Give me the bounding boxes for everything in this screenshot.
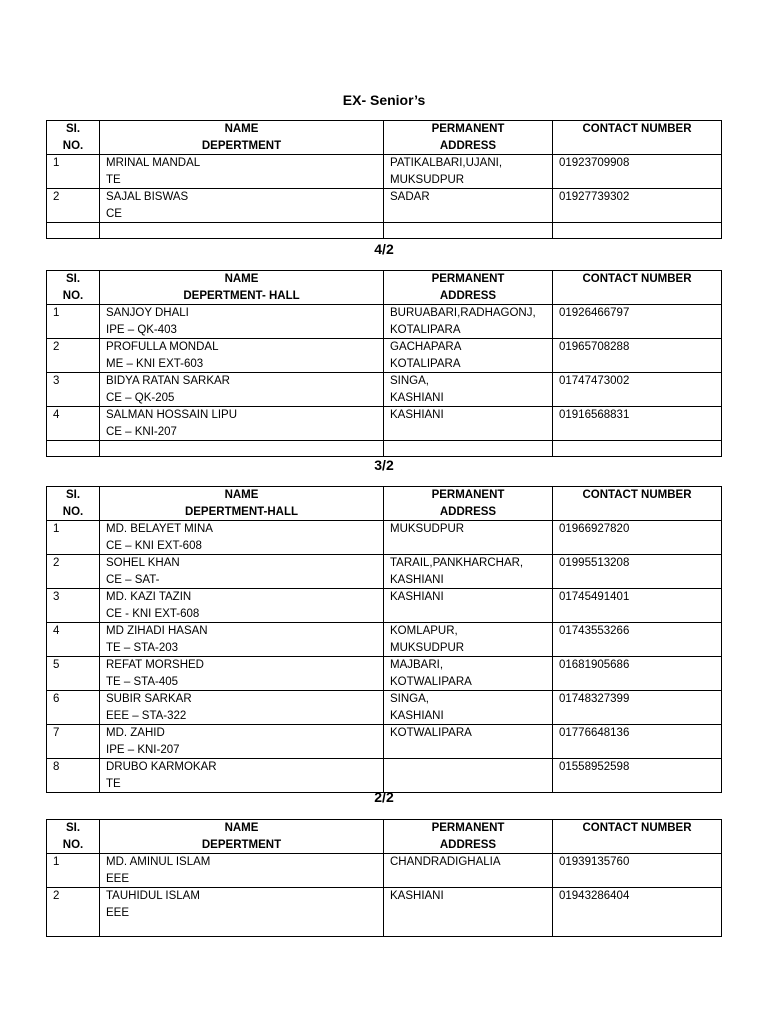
table-row bbox=[47, 623, 722, 657]
name-cell: SALMAN HOSSAIN LIPU CE – KNI-207 bbox=[100, 407, 384, 441]
contact-cell: 01939135760 bbox=[553, 854, 722, 888]
sl-header: SI. NO. bbox=[47, 271, 100, 305]
contact-cell: 01776648136 bbox=[553, 725, 722, 759]
table-row bbox=[47, 155, 722, 189]
ex-seniors-table bbox=[46, 120, 722, 239]
name-cell: MD. AMINUL ISLAM EEE bbox=[100, 854, 384, 888]
address-cell: KASHIANI bbox=[384, 407, 553, 441]
table-row bbox=[47, 759, 722, 793]
sl-cell: 7 bbox=[47, 725, 100, 759]
name-cell: BIDYA RATAN SARKAR CE – QK-205 bbox=[100, 373, 384, 407]
table-row bbox=[47, 407, 722, 441]
sl-cell: 1 bbox=[47, 854, 100, 888]
address-cell: KASHIANI bbox=[384, 589, 553, 623]
table-header-row bbox=[47, 271, 722, 305]
sl-cell: 2 bbox=[47, 555, 100, 589]
address-cell: SADAR bbox=[384, 189, 553, 223]
contact-cell: 01965708288 bbox=[553, 339, 722, 373]
contact-cell: 01748327399 bbox=[553, 691, 722, 725]
table-row bbox=[47, 305, 722, 339]
address-header: PERMANENT ADDRESS bbox=[384, 820, 553, 854]
address-cell: GACHAPARA KOTALIPARA bbox=[384, 339, 553, 373]
table-row bbox=[47, 725, 722, 759]
address-header: PERMANENT ADDRESS bbox=[384, 487, 553, 521]
name-cell: MD. ZAHID IPE – KNI-207 bbox=[100, 725, 384, 759]
sl-cell: 3 bbox=[47, 373, 100, 407]
table-row bbox=[47, 888, 722, 937]
sl-cell: 2 bbox=[47, 888, 100, 937]
name-cell: SUBIR SARKAR EEE – STA-322 bbox=[100, 691, 384, 725]
name-cell: SAJAL BISWAS CE bbox=[100, 189, 384, 223]
section-title: 2/2 bbox=[374, 789, 394, 805]
address-header: PERMANENT ADDRESS bbox=[384, 271, 553, 305]
name-cell: PROFULLA MONDAL ME – KNI EXT-603 bbox=[100, 339, 384, 373]
name-cell: MRINAL MANDAL TE bbox=[100, 155, 384, 189]
contact-header: CONTACT NUMBER bbox=[553, 820, 722, 854]
batch-3-2-table bbox=[46, 486, 722, 793]
sl-header: SI. NO. bbox=[47, 820, 100, 854]
table-row bbox=[47, 691, 722, 725]
section-title: 4/2 bbox=[374, 241, 394, 257]
contact-cell: 01747473002 bbox=[553, 373, 722, 407]
sl-header: SI. NO. bbox=[47, 487, 100, 521]
address-cell: SINGA, KASHIANI bbox=[384, 373, 553, 407]
name-header: NAME DEPERTMENT bbox=[100, 820, 384, 854]
address-cell: MAJBARI, KOTWALIPARA bbox=[384, 657, 553, 691]
sl-cell: 6 bbox=[47, 691, 100, 725]
name-cell: MD. BELAYET MINA CE – KNI EXT-608 bbox=[100, 521, 384, 555]
contact-cell: 01926466797 bbox=[553, 305, 722, 339]
contact-header: CONTACT NUMBER bbox=[553, 271, 722, 305]
address-cell: SINGA, KASHIANI bbox=[384, 691, 553, 725]
contact-cell: 01743553266 bbox=[553, 623, 722, 657]
address-cell: CHANDRADIGHALIA bbox=[384, 854, 553, 888]
sl-cell: 1 bbox=[47, 521, 100, 555]
table-row bbox=[47, 373, 722, 407]
name-cell: MD. KAZI TAZIN CE - KNI EXT-608 bbox=[100, 589, 384, 623]
table-row bbox=[47, 589, 722, 623]
address-cell: PATIKALBARI,UJANI, MUKSUDPUR bbox=[384, 155, 553, 189]
contact-cell: 01558952598 bbox=[553, 759, 722, 793]
name-cell: MD ZIHADI HASAN TE – STA-203 bbox=[100, 623, 384, 657]
name-cell: TAUHIDUL ISLAM EEE bbox=[100, 888, 384, 937]
sl-cell: 3 bbox=[47, 589, 100, 623]
sl-cell: 1 bbox=[47, 155, 100, 189]
table-header-row bbox=[47, 820, 722, 854]
name-header: NAME DEPERTMENT bbox=[100, 121, 384, 155]
address-cell: KOMLAPUR, MUKSUDPUR bbox=[384, 623, 553, 657]
table-row bbox=[47, 521, 722, 555]
section-title: 3/2 bbox=[374, 457, 394, 473]
address-cell: KOTWALIPARA bbox=[384, 725, 553, 759]
sl-cell: 1 bbox=[47, 305, 100, 339]
section-title: EX- Senior’s bbox=[342, 92, 426, 108]
name-header: NAME DEPERTMENT-HALL bbox=[100, 487, 384, 521]
empty-row bbox=[47, 441, 722, 457]
table-row bbox=[47, 339, 722, 373]
name-cell: REFAT MORSHED TE – STA-405 bbox=[100, 657, 384, 691]
contact-cell: 01927739302 bbox=[553, 189, 722, 223]
table-row bbox=[47, 555, 722, 589]
contact-cell: 01995513208 bbox=[553, 555, 722, 589]
address-cell: BURUABARI,RADHAGONJ, KOTALIPARA bbox=[384, 305, 553, 339]
name-header: NAME DEPERTMENT- HALL bbox=[100, 271, 384, 305]
contact-cell: 01943286404 bbox=[553, 888, 722, 937]
name-cell: SOHEL KHAN CE – SAT- bbox=[100, 555, 384, 589]
contact-cell: 01966927820 bbox=[553, 521, 722, 555]
sl-cell: 4 bbox=[47, 407, 100, 441]
batch-2-2-table bbox=[46, 819, 722, 937]
table-header-row bbox=[47, 121, 722, 155]
address-cell: KASHIANI bbox=[384, 888, 553, 937]
batch-4-2-table bbox=[46, 270, 722, 457]
contact-cell: 01923709908 bbox=[553, 155, 722, 189]
table-row bbox=[47, 854, 722, 888]
empty-row bbox=[47, 223, 722, 239]
contact-header: CONTACT NUMBER bbox=[553, 121, 722, 155]
name-cell: DRUBO KARMOKAR TE bbox=[100, 759, 384, 793]
contact-header: CONTACT NUMBER bbox=[553, 487, 722, 521]
sl-cell: 8 bbox=[47, 759, 100, 793]
contact-cell: 01916568831 bbox=[553, 407, 722, 441]
table-row bbox=[47, 657, 722, 691]
address-cell bbox=[384, 759, 553, 793]
sl-header: SI. NO. bbox=[47, 121, 100, 155]
sl-cell: 4 bbox=[47, 623, 100, 657]
sl-cell: 5 bbox=[47, 657, 100, 691]
sl-cell: 2 bbox=[47, 189, 100, 223]
name-cell: SANJOY DHALI IPE – QK-403 bbox=[100, 305, 384, 339]
address-cell: MUKSUDPUR bbox=[384, 521, 553, 555]
contact-cell: 01745491401 bbox=[553, 589, 722, 623]
sl-cell: 2 bbox=[47, 339, 100, 373]
address-header: PERMANENT ADDRESS bbox=[384, 121, 553, 155]
table-header-row bbox=[47, 487, 722, 521]
contact-cell: 01681905686 bbox=[553, 657, 722, 691]
table-row bbox=[47, 189, 722, 223]
address-cell: TARAIL,PANKHARCHAR, KASHIANI bbox=[384, 555, 553, 589]
